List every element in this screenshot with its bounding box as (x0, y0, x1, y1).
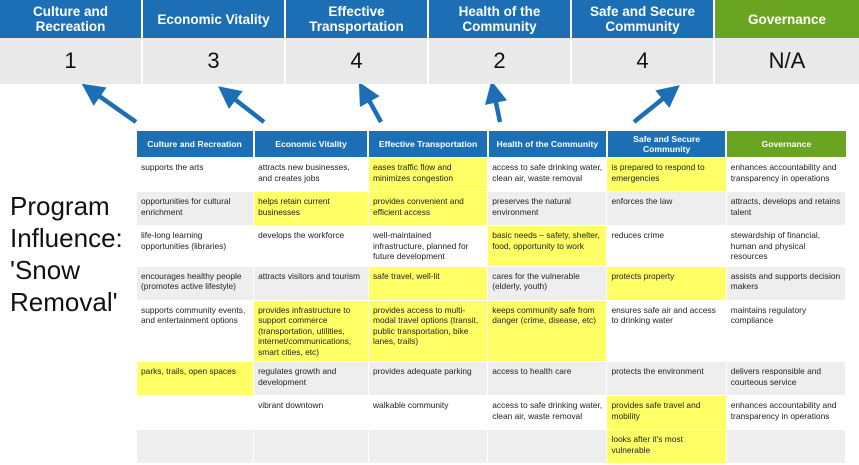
matrix-cell: maintains regulatory compliance (726, 300, 845, 362)
summary-header-economic-vitality: Economic Vitality (143, 0, 286, 38)
matrix-cell: provides access to multi-modal travel options (transit, public transportation, bike lanes, trails) (368, 300, 487, 362)
table-row (137, 266, 846, 300)
matrix-header-effective-transportation: Effective Transportation (368, 131, 487, 158)
matrix-cell (137, 430, 254, 464)
matrix-cell: encourages healthy people (promotes active lifestyle) (137, 266, 254, 300)
matrix-cell: provides convenient and efficient access (368, 192, 487, 226)
table-row (137, 226, 846, 267)
table-row (137, 362, 846, 396)
summary-score-economic-vitality: 3 (143, 38, 286, 84)
matrix-cell: access to safe drinking water, clean air, waste removal (488, 158, 607, 192)
summary-score-governance: N/A (768, 48, 806, 73)
matrix-cell: looks after it's most vulnerable (607, 430, 726, 464)
matrix-cell: stewardship of financial, human and physical resources (726, 226, 845, 267)
matrix-body (137, 158, 846, 464)
matrix-cell: cares for the vulnerable (elderly, youth) (488, 266, 607, 300)
matrix-cell: helps retain current businesses (254, 192, 369, 226)
matrix-cell: ensures safe air and access to drinking water (607, 300, 726, 362)
matrix-cell: provides safe travel and mobility (607, 396, 726, 430)
matrix-cell: parks, trails, open spaces (137, 362, 254, 396)
caption-line-1: Program (10, 191, 110, 221)
table-row (137, 396, 846, 430)
table-row (137, 300, 846, 362)
arrow-icon-culture-and-recreation (92, 91, 136, 122)
table-row (137, 192, 846, 226)
community-outcomes-matrix (136, 131, 846, 464)
summary-header-effective-transportation: Effective Transportation (286, 0, 429, 38)
matrix-cell: provides infrastructure to support commerce (transportation, utilities, internet/communications, smart cities, etc) (254, 300, 369, 362)
matrix-cell: access to safe drinking water, clean air, waste removal (488, 396, 607, 430)
summary-score-row (0, 38, 859, 84)
matrix-cell: walkable community (368, 396, 487, 430)
matrix-header-safe-and-secure-community: Safe and Secure Community (607, 131, 726, 158)
caption-line-4: Removal' (10, 287, 118, 317)
summary-header-row (0, 0, 859, 38)
matrix-cell: supports community events, and entertainment options (137, 300, 254, 362)
matrix-header-row (137, 131, 846, 158)
matrix-cell: access to health care (488, 362, 607, 396)
matrix-header-governance: Governance (726, 131, 845, 158)
caption-line-3: 'Snow (10, 255, 81, 285)
matrix-cell: preserves the natural environment (488, 192, 607, 226)
summary-score-culture-and-recreation: 1 (0, 38, 143, 84)
matrix-header-culture-and-recreation: Culture and Recreation (137, 131, 254, 158)
arrow-icon-effective-transportation (365, 93, 381, 122)
arrow-icon-economic-vitality (228, 94, 264, 122)
matrix-cell: assists and supports decision makers (726, 266, 845, 300)
matrix-header-economic-vitality: Economic Vitality (254, 131, 369, 158)
matrix-cell (137, 396, 254, 430)
summary-header-safe-and-secure-community: Safe and Secure Community (572, 0, 715, 38)
matrix-cell: opportunities for cultural enrichment (137, 192, 254, 226)
matrix-cell: keeps community safe from danger (crime, disease, etc) (488, 300, 607, 362)
matrix-cell: regulates growth and development (254, 362, 369, 396)
matrix-cell: eases traffic flow and minimizes congestion (368, 158, 487, 192)
matrix-cell: protects the environment (607, 362, 726, 396)
arrow-icon-health-of-the-community (494, 93, 500, 122)
matrix-cell: basic needs – safety, shelter, food, opportunity to work (488, 226, 607, 267)
matrix-header-health-of-the-community: Health of the Community (488, 131, 607, 158)
matrix-cell: vibrant downtown (254, 396, 369, 430)
matrix-cell: delivers responsible and courteous service (726, 362, 845, 396)
matrix-cell (726, 430, 845, 464)
matrix-cell: develops the workforce (254, 226, 369, 267)
matrix-cell: attracts, develops and retains talent (726, 192, 845, 226)
summary-header-culture-and-recreation: Culture and Recreation (0, 0, 143, 38)
summary-score-health-of-the-community: 2 (429, 38, 572, 84)
summary-header-health-of-the-community: Health of the Community (429, 0, 572, 38)
matrix-cell: supports the arts (137, 158, 254, 192)
matrix-cell (488, 430, 607, 464)
matrix-cell: enhances accountability and transparency in operations (726, 158, 845, 192)
summary-score-effective-transportation: 4 (286, 38, 429, 84)
matrix-cell: well-maintained infrastructure, planned for future development (368, 226, 487, 267)
arrow-icon-safe-and-secure-community (634, 93, 670, 122)
matrix-cell: reduces crime (607, 226, 726, 267)
matrix-cell: attracts visitors and tourism (254, 266, 369, 300)
matrix-cell: life-long learning opportunities (libraries) (137, 226, 254, 267)
summary-scorecard-band (0, 0, 859, 84)
table-row (137, 158, 846, 192)
matrix-cell: provides adequate parking (368, 362, 487, 396)
summary-header-governance: Governance (715, 0, 859, 38)
program-influence-caption (10, 190, 130, 318)
matrix-cell (254, 430, 369, 464)
table-row (137, 430, 846, 464)
matrix-cell: is prepared to respond to emergencies (607, 158, 726, 192)
matrix-cell: enforces the law (607, 192, 726, 226)
matrix-cell: enhances accountability and transparency in operations (726, 396, 845, 430)
matrix-cell: attracts new businesses, and creates jobs (254, 158, 369, 192)
matrix-cell: safe travel, well-lit (368, 266, 487, 300)
caption-line-2: Influence: (10, 223, 123, 253)
matrix-cell (368, 430, 487, 464)
summary-score-safe-and-secure-community: 4 (572, 38, 715, 84)
matrix-cell: protects property (607, 266, 726, 300)
arrow-group (0, 84, 859, 132)
